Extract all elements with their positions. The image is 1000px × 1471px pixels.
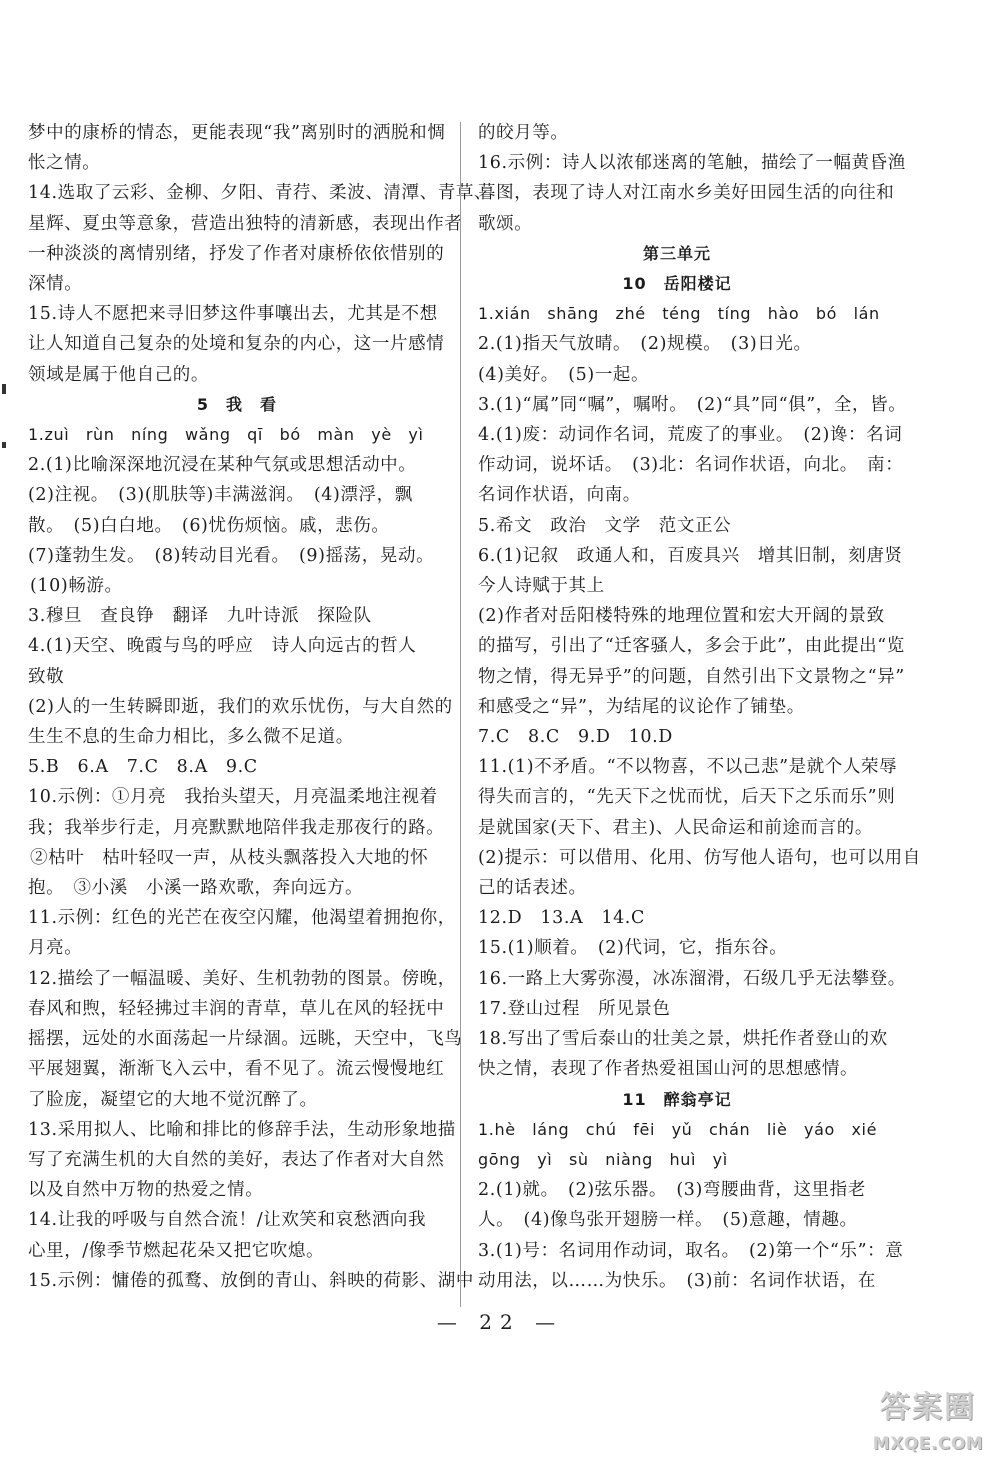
text-line: 月亮。 <box>28 938 83 959</box>
text-line: 今人诗赋于其上 <box>478 576 605 597</box>
text-line: 2.(1)指天气放晴。 (2)规模。 (3)日光。 <box>478 334 812 355</box>
text-line: 物之情，得无异乎”的问题，自然引出下文景物之“异” <box>478 666 905 687</box>
text-line: 人。 (4)像鸟张开翅膀一样。 (5)意趣，情趣。 <box>478 1210 858 1231</box>
text-line: 3.穆旦 查良铮 翻译 九叶诗派 探险队 <box>28 606 372 627</box>
text-line: 11.示例：红色的光芒在夜空闪耀，他渴望着拥抱你， <box>28 908 456 929</box>
text-line: 15.示例：慵倦的孤鹜、放倒的青山、斜映的荷影、湖中 <box>28 1270 474 1291</box>
text-line: 星辉、夏虫等意象，营造出独特的清新感，表现出作者 <box>28 213 463 234</box>
text-line: ②枯叶 枯叶轻叹一声，从枝头飘落投入大地的怀 <box>30 847 429 868</box>
text-line: 快之情，表现了作者热爱祖国山河的思想感情。 <box>478 1059 859 1080</box>
text-line: 6.(1)记叙 政通人和，百废具兴 增其旧制，刻唐贤 <box>478 545 903 566</box>
text-line: 是就国家(天下、君主)、人民命运和前途而言的。 <box>478 817 873 838</box>
text-line: 10.示例：①月亮 我抬头望天，月亮温柔地注视着 <box>28 787 438 808</box>
text-line: 以及自然中万物的热爱之情。 <box>28 1180 264 1201</box>
text-line: 的皎月等。 <box>478 123 569 143</box>
text-line: 写了充满生机的大自然的美好，表达了作者对大自然 <box>28 1149 445 1170</box>
text-line: 16.示例：诗人以浓郁迷离的笔触，描绘了一幅黄昏渔 <box>478 153 906 174</box>
text-line: 动用法，以……为快乐。 (3)前：名词作状语，在 <box>478 1270 876 1291</box>
text-line: 15.诗人不愿把来寻旧梦这件事嚷出去，尤其是不想 <box>28 304 438 325</box>
unit-heading: 第三单元 <box>642 243 711 263</box>
text-line: 7.C 8.C 9.D 10.D <box>478 727 673 748</box>
text-line: 3.(1)“属”同“嘱”，嘱咐。 (2)“具”同“俱”，全，皆。 <box>478 394 907 415</box>
text-line: 摇摆，远处的水面荡起一片绿涸。远眺，天空中，飞鸟 <box>28 1029 463 1050</box>
text-line: 春风和煦，轻轻拂过丰润的青草，草儿在风的轻抚中 <box>28 998 445 1019</box>
text-line: 生生不息的生命力相比，多么微不足道。 <box>28 727 354 748</box>
text-line: 11.(1)不矛盾。“不以物喜，不以己悲”是就个人荣辱 <box>478 757 898 778</box>
text-line: 5.希文 政治 文学 范文正公 <box>478 515 732 536</box>
text-line: 名词作状语，向南。 <box>478 485 641 506</box>
text-line: (7)蓬勃生发。 (8)转动目光看。 (9)摇荡，晃动。 <box>28 545 435 566</box>
text-line: 的描写，引出了“迁客骚人，多会于此”，由此提出“览 <box>478 636 905 657</box>
text-line: 2.(1)比喻深深地沉浸在某种气氛或思想活动中。 <box>28 455 417 476</box>
text-line: 3.(1)号：名词用作动词，取名。 (2)第一个“乐”：意 <box>478 1240 904 1261</box>
section-heading: 5 我 看 <box>196 394 278 414</box>
text-line: 梦中的康桥的情态，更能表现“我”离别时的洒脱和惆 <box>28 123 446 143</box>
watermark-url: MXQE.COM <box>872 1434 984 1454</box>
text-line: 心里，/像季节燃起花朵又把它吹熄。 <box>28 1240 325 1261</box>
pinyin-line: gōng yì sù niàng huì yì <box>478 1149 728 1169</box>
section-heading: 11 醉翁亭记 <box>622 1089 732 1109</box>
text-line: 暮图，表现了诗人对江南水乡美好田园生活的向往和 <box>478 183 895 204</box>
left-column <box>28 118 493 1296</box>
right-column <box>478 118 921 1296</box>
text-line: 14.选取了云彩、金柳、夕阳、青荇、柔波、清潭、青草、 <box>28 183 493 204</box>
text-line: 得失而言的，“先天下之忧而忧，后天下之乐而乐”则 <box>478 787 896 808</box>
watermark-logo <box>858 1382 998 1466</box>
text-line: (2)作者对岳阳楼特殊的地理位置和宏大开阔的景致 <box>478 606 885 627</box>
binding-mark <box>2 442 6 448</box>
section-heading: 10 岳阳楼记 <box>622 274 732 294</box>
text-line: 怅之情。 <box>28 153 101 174</box>
text-line: 4.(1)天空、晚霞与鸟的呼应 诗人向远古的哲人 <box>28 636 417 657</box>
text-line: 抱。 ③小溪 小溪一路欢歌，奔向远方。 <box>28 878 364 899</box>
text-line: 让人知道自己复杂的处境和复杂的内心，这一片感情 <box>28 334 445 355</box>
watermark-title: 答案圈 <box>880 1390 976 1425</box>
text-line: 深情。 <box>28 274 83 295</box>
text-line: 17.登山过程 所见景色 <box>478 998 671 1019</box>
text-line: 了脸庞，凝望它的大地不觉沉醉了。 <box>28 1089 318 1110</box>
text-line: (4)美好。 (5)一起。 <box>478 364 650 385</box>
text-line: 致敬 <box>28 666 65 687</box>
text-line: (10)畅游。 <box>30 576 123 597</box>
text-line: 16.一路上大雾弥漫，冰冻溜滑，石级几乎无法攀登。 <box>478 968 906 989</box>
text-line: 平展翅翼，渐渐飞入云中，看不见了。流云慢慢地红 <box>28 1059 445 1080</box>
text-line: 15.(1)顺着。 (2)代词，它，指东谷。 <box>478 938 788 959</box>
text-line: 14.让我的呼吸与自然合流！/让欢笑和哀愁洒向我 <box>28 1210 427 1231</box>
pinyin-line: 1.xián shāng zhé téng tíng hào bó lán <box>478 304 880 324</box>
text-line: 散。 (5)白白地。 (6)忧伤烦恼。戚，悲伤。 <box>28 515 390 536</box>
text-line: 歌颂。 <box>478 213 533 234</box>
text-line: 一种淡淡的离情别绪，抒发了作者对康桥依依惜别的 <box>28 243 445 264</box>
text-line: 作动词，说坏话。 (3)北：名词作状语，向北。 南： <box>478 455 904 476</box>
text-line: 12.D 13.A 14.C <box>478 908 645 929</box>
text-line: 12.描绘了一幅温暖、美好、生机勃勃的图景。傍晚， <box>28 968 456 989</box>
pinyin-line: 1.hè láng chú fēi yǔ chán liè yáo xié <box>478 1119 878 1139</box>
text-line: (2)注视。 (3)(肌肤等)丰满滋润。 (4)漂浮，飘 <box>28 485 413 506</box>
text-line: 和感受之“异”，为结尾的议论作了铺垫。 <box>478 696 805 717</box>
binding-mark <box>2 384 6 394</box>
text-line: (2)人的一生转瞬即逝，我们的欢乐忧伤，与大自然的 <box>28 696 453 717</box>
text-line: 己的话表述。 <box>478 878 587 899</box>
pinyin-line: 1.zuì rùn níng wǎng qī bó màn yè yì <box>28 425 424 445</box>
text-line: 4.(1)废：动词作名词，荒废了的事业。 (2)谗：名词 <box>478 425 903 446</box>
text-line: 领域是属于他自己的。 <box>28 364 209 385</box>
text-line: 13.采用拟人、比喻和排比的修辞手法，生动形象地描 <box>28 1119 456 1140</box>
text-line: 18.写出了雪后泰山的壮美之景，烘托作者登山的欢 <box>478 1029 888 1050</box>
text-line: (2)提示：可以借用、化用、仿写他人语句，也可以用自 <box>478 847 921 868</box>
column-divider <box>460 122 461 1307</box>
text-line: 我；我举步行走，月亮默默地陪伴我走那夜行的路。 <box>28 817 445 838</box>
text-line: 5.B 6.A 7.C 8.A 9.C <box>28 757 258 778</box>
text-line: 2.(1)就。 (2)弦乐器。 (3)弯腰曲背，这里指老 <box>478 1180 866 1201</box>
page-number: — 22 — <box>436 1310 564 1334</box>
